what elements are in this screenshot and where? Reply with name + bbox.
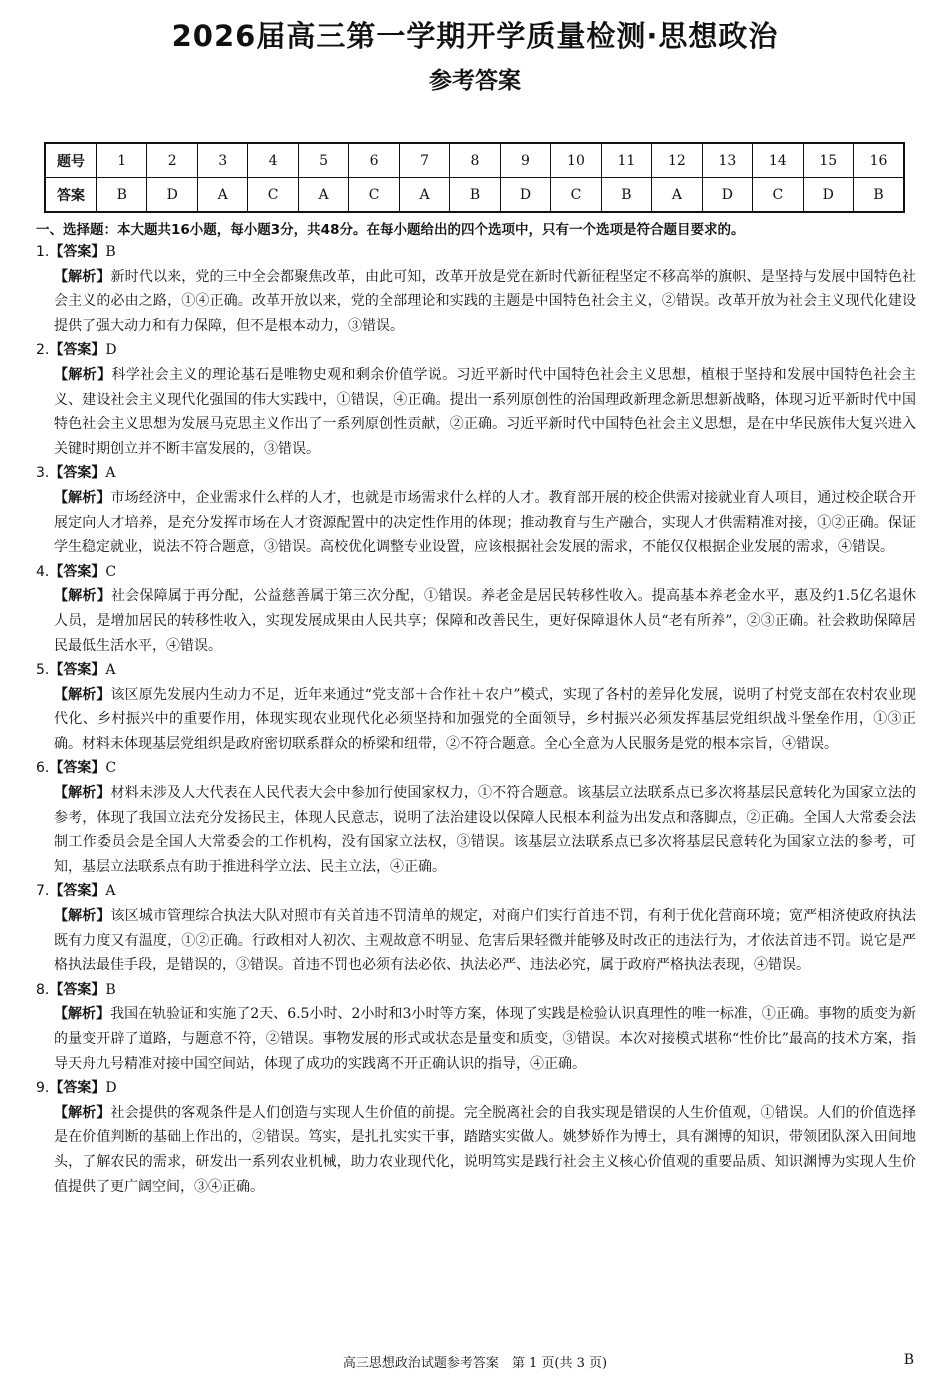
- explanation-text: 社会保障属于再分配，公益慈善属于第三次分配，①错误。养老金是居民转移性收入。提高基本养老金水平，惠及约1.5亿名退休人员，是增加居民的转移性收入，实现发展成果由人民共享；保障和改善民生，更好保障退休人员“老有所养”，②③正确。社会救助保障居民最低生活水平，④错误。: [54, 588, 917, 654]
- answer-table-number-label: 题号: [45, 143, 97, 178]
- explanation-text: 社会提供的客观条件是人们创造与实现人生价值的前提。完全脱离社会的自我实现是错误的人生价值观，①错误。人们的价值选择是在价值判断的基础上作出的，②错误。笃实，是扎扎实实干事，踏踏实实做人。姚梦娇作为博士，具有渊博的知识，带领团队深入田间地头，了解农民的需求，研发出一系列农业机械，助力农业现代化，说明笃实是践行社会主义核心价值观的重要品质、知识渊博为实现人生价值提供了更广阔空间，③④正确。: [54, 1104, 917, 1195]
- answer-cell: D: [803, 178, 853, 213]
- question-item: [36, 879, 916, 977]
- answer-tag: 【答案】: [49, 244, 106, 260]
- question-number: 3.: [36, 465, 50, 482]
- answer-table: [44, 142, 905, 213]
- question-item: [36, 1076, 916, 1199]
- answer-cell: C: [248, 178, 298, 213]
- question-number-cell: 4: [248, 143, 298, 178]
- answer-cell: B: [854, 178, 904, 213]
- answer-cell: A: [399, 178, 449, 213]
- question-number-cell: 1: [97, 143, 147, 178]
- answer-table-number-row: [45, 143, 904, 178]
- answer-cell: A: [298, 178, 348, 213]
- question-number: 1.: [36, 244, 50, 260]
- page-subtitle: 参考答案: [429, 68, 521, 94]
- answer-cell: A: [197, 178, 247, 213]
- page-title: 2026届高三第一学期开学质量检测·思想政治: [171, 19, 779, 53]
- question-item: [36, 461, 916, 559]
- question-number: 9.: [36, 1080, 50, 1097]
- question-number: 5.: [36, 662, 50, 679]
- question-number: 7.: [36, 883, 50, 900]
- question-number-cell: 10: [551, 143, 601, 178]
- answer-cell: A: [652, 178, 702, 213]
- explanation-tag: 【解析】: [54, 1006, 111, 1023]
- answer-value: A: [105, 465, 116, 482]
- explanation-text: 材料未涉及人大代表在人民代表大会中参加行使国家权力，①不符合题意。该基层立法联系点已多次将基层民意转化为国家立法的参考，体现了我国立法充分发扬民主，体现人民意志，说明了法治建设以保障人民根本利益为出发点和落脚点，②正确。全国人大常委会法制工作委员会是全国人大常委会的工作机构，没有国家立法权，③错误。该基层立法联系点已多次将基层民意转化为国家立法的参考，可知，基层立法联系点有助于推进科学立法、民主立法，④正确。: [54, 785, 917, 875]
- answer-cell: C: [753, 178, 803, 213]
- explanation-text: 市场经济中，企业需求什么样的人才，也就是市场需求什么样的人才。教育部开展的校企供需对接就业育人项目，通过校企联合开展定向人才培养，是充分发挥市场在人才资源配置中的决定性作用的体现；推动教育与生产融合，实现人才供需精准对接，①②正确。保证学生稳定就业，说法不符合题意，③错误。高校优化调整专业设置，应该根据社会发展的需求，不能仅仅根据企业发展的需求，④错误。: [54, 489, 917, 556]
- explanation-tag: 【解析】: [54, 785, 111, 802]
- answer-value: B: [105, 981, 116, 998]
- explanation-text: 新时代以来，党的三中全会都聚焦改革，由此可知，改革开放是党在新时代新征程坚定不移高举的旗帜、是坚持与发展中国特色社会主义的必由之路，①④正确。改革开放以来，党的全部理论和实践的主题是中国特色社会主义，②错误。改革开放为社会主义现代化建设提供了强大动力和有力保障，但不是根本动力，③错误。: [54, 268, 917, 334]
- answer-cell: C: [349, 178, 399, 213]
- answer-table-answer-row: [45, 178, 904, 213]
- question-item: [36, 658, 916, 756]
- section-heading: 一、选择题：本大题共16小题，每小题3分，共48分。在每小题给出的四个选项中，只有一个选项是符合题目要求的。: [36, 222, 745, 238]
- question-number-cell: 5: [298, 143, 348, 178]
- question-number-cell: 9: [500, 143, 550, 178]
- explanation-tag: 【解析】: [54, 686, 111, 703]
- question-number: 6.: [36, 760, 50, 777]
- answer-cell: C: [551, 178, 601, 213]
- answer-cell: D: [500, 178, 550, 213]
- answer-value: C: [105, 563, 117, 580]
- question-number-cell: 12: [652, 143, 702, 178]
- explanation-text: 我国在轨验证和实施了2天、6.5小时、2小时和3小时等方案，体现了实践是检验认识真理性的唯一标准，①正确。事物的质变为新的量变开辟了道路，与题意不符，②错误。事物发展的形式或状态是量变和质变，③错误。本次对接模式堪称“性价比”最高的技术方案，指导天舟九号精准对接中国空间站，体现了成功的实践离不开正确认识的指导，④正确。: [54, 1006, 917, 1072]
- explanation-tag: 【解析】: [54, 908, 111, 925]
- answer-cell: D: [702, 178, 752, 213]
- question-list: [36, 240, 916, 1199]
- question-number-cell: 2: [147, 143, 197, 178]
- answer-cell: B: [601, 178, 651, 213]
- answer-tag: 【答案】: [49, 342, 106, 359]
- question-number-cell: 8: [450, 143, 500, 178]
- answer-value: A: [105, 662, 116, 679]
- question-number-cell: 15: [803, 143, 853, 178]
- explanation-tag: 【解析】: [54, 268, 111, 285]
- answer-value: D: [105, 342, 117, 359]
- answer-table-answer-label: 答案: [45, 178, 97, 213]
- page-footer: 高三思想政治试题参考答案 第 1 页(共 3 页): [342, 1356, 608, 1371]
- question-number-cell: 13: [702, 143, 752, 178]
- explanation-tag: 【解析】: [54, 1104, 111, 1121]
- explanation-text: 该区城市管理综合执法大队对照市有关首违不罚清单的规定，对商户们实行首违不罚，有利于优化营商环境；宽严相济使政府执法既有力度又有温度，①②正确。行政相对人初次、主观故意不明显、危害后果轻微并能够及时改正的违法行为，才依法首违不罚。说它是严格执法最佳手段，是错误的，③错误。首违不罚也必须有法必依、执法必严、违法必究，属于政府严格执法表现，④错误。: [54, 908, 917, 974]
- question-number-cell: 3: [197, 143, 247, 178]
- question-item: [36, 338, 916, 461]
- answer-tag: 【答案】: [49, 883, 106, 900]
- answer-value: C: [105, 760, 117, 777]
- question-number: 8.: [36, 981, 50, 998]
- answer-cell: B: [450, 178, 500, 213]
- answer-tag: 【答案】: [49, 760, 106, 777]
- answer-tag: 【答案】: [49, 563, 106, 580]
- explanation-tag: 【解析】: [54, 366, 112, 383]
- question-number-cell: 11: [601, 143, 651, 178]
- question-number-cell: 6: [349, 143, 399, 178]
- answer-tag: 【答案】: [49, 1080, 106, 1097]
- answer-tag: 【答案】: [49, 981, 106, 998]
- question-item: [36, 560, 916, 658]
- explanation-tag: 【解析】: [54, 588, 111, 605]
- question-number: 2.: [36, 342, 50, 359]
- paper-version-mark: B: [903, 1352, 914, 1368]
- answer-cell: D: [147, 178, 197, 213]
- answer-cell: B: [97, 178, 147, 213]
- question-item: [36, 756, 916, 879]
- answer-value: D: [105, 1080, 117, 1097]
- question-item: [36, 978, 916, 1076]
- explanation-text: 科学社会主义的理论基石是唯物史观和剩余价值学说。习近平新时代中国特色社会主义思想，植根于坚持和发展中国特色社会主义、建设社会主义现代化强国的伟大实践中，①错误，④正确。提出一系列原创性的治国理政新理念新思想新战略，体现习近平新时代中国特色社会主义思想为发展马克思主义作出了一系列原创性贡献，②正确。习近平新时代中国特色社会主义思想，是在中华民族伟大复兴进入关键时期创立并不断丰富发展的，③错误。: [54, 366, 917, 457]
- question-number-cell: 14: [753, 143, 803, 178]
- answer-value: B: [105, 244, 116, 260]
- question-number: 4.: [36, 563, 50, 580]
- answer-tag: 【答案】: [49, 662, 106, 679]
- question-number-cell: 16: [854, 143, 904, 178]
- question-number-cell: 7: [399, 143, 449, 178]
- answer-tag: 【答案】: [49, 465, 106, 482]
- question-item: [36, 240, 916, 338]
- explanation-tag: 【解析】: [54, 489, 111, 506]
- answer-value: A: [105, 883, 116, 900]
- explanation-text: 该区原先发展内生动力不足，近年来通过“党支部＋合作社＋农户”模式，实现了各村的差异化发展，说明了村党支部在农村农业现代化、乡村振兴中的重要作用，体现实现农业现代化必须坚持和加强党的全面领导，乡村振兴必须发挥基层党组织战斗堡垒作用，①③正确。材料未体现基层党组织是政府密切联系群众的桥梁和纽带，②不符合题意。全心全意为人民服务是党的根本宗旨，④错误。: [54, 686, 917, 752]
